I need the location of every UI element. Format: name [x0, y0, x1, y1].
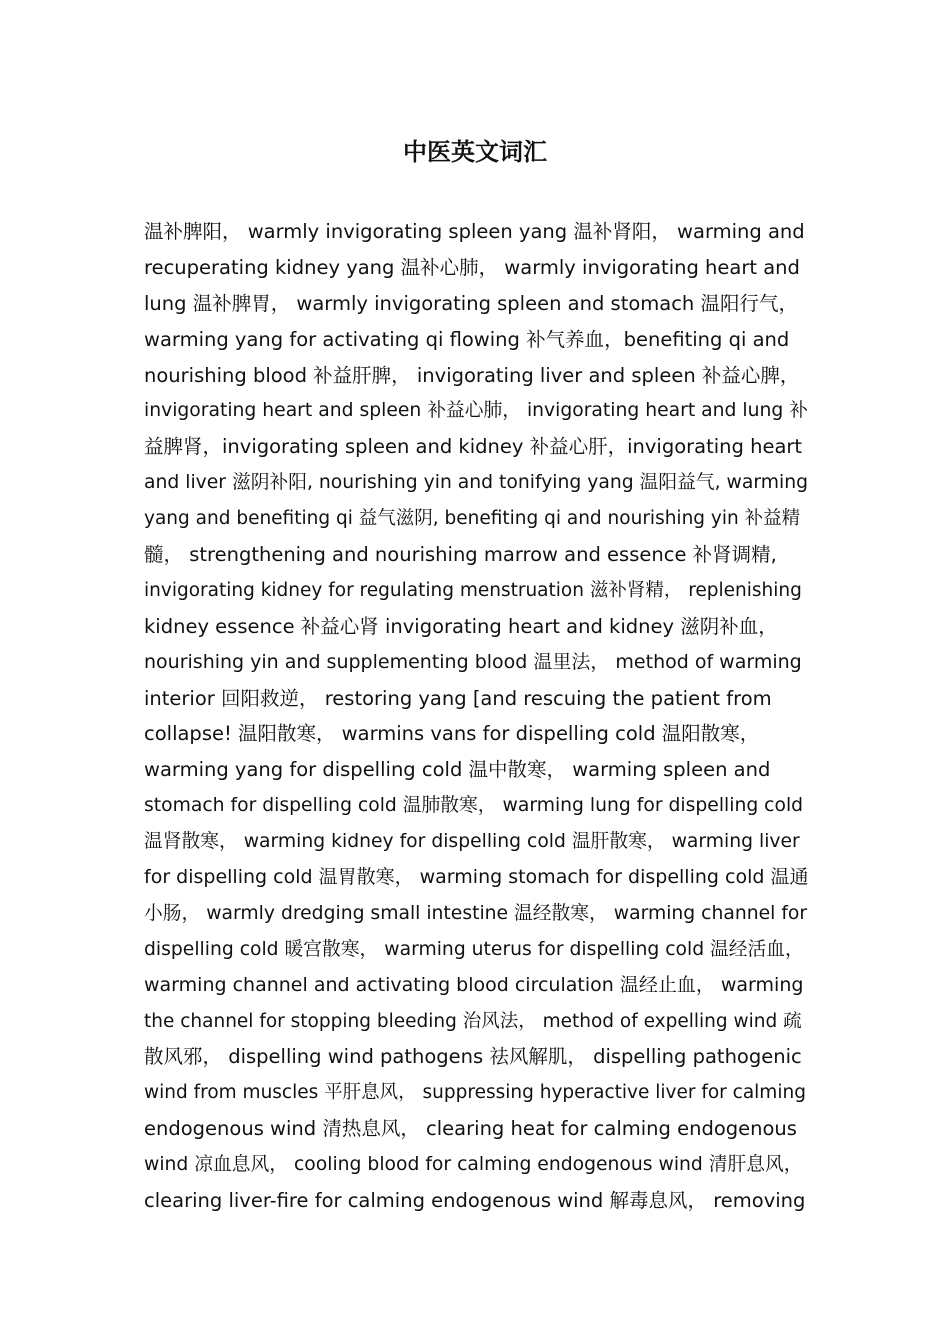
body-line: for dispelling cold 温胃散寒， warming stomach for dispelling cold 温通: [144, 866, 809, 889]
body-line: endogenous wind 清热息风， clearing heat for calming endogenous: [144, 1117, 797, 1141]
body-line: 散风邪， dispelling wind pathogens 祛风解肌， dispelling pathogenic: [144, 1045, 802, 1069]
body-line: lung 温补脾胃， warmly invigorating spleen and stomach 温阳行气，: [144, 291, 798, 315]
body-line: warming channel and activating blood circulation 温经止血， warming: [144, 973, 804, 996]
body-line: invigorating kidney for regulating menstruation 滋补肾精， replenishing: [144, 579, 802, 601]
body-line: 益脾肾，invigorating spleen and kidney 补益心肝，invigorating heart: [144, 435, 803, 459]
body-line: invigorating heart and spleen 补益心肺， invigorating heart and lung 补: [144, 400, 808, 422]
body-line: and liver 滋阴补阳, nourishing yin and tonifying yang 温阳益气, warming: [144, 472, 808, 494]
body-line: recuperating kidney yang 温补心肺， warmly invigorating heart and: [144, 255, 800, 279]
body-line: warming yang for dispelling cold 温中散寒， warming spleen and: [144, 758, 771, 782]
body-line: 温肾散寒， warming kidney for dispelling cold 温肝散寒， warming liver: [144, 831, 800, 853]
body-line: nourishing blood 补益肝脾， invigorating liver and spleen 补益心脾，: [144, 363, 800, 387]
body-line: interior 回阳救逆， restoring yang [and rescuing the patient from: [144, 686, 772, 710]
document-body: [144, 214, 808, 1219]
body-line: warming yang for activating qi flowing 补气养血，benefiting qi and: [144, 327, 790, 351]
body-line: collapse! 温阳散寒， warmins vans for dispelling cold 温阳散寒，: [144, 722, 760, 746]
body-line: wind from muscles 平肝息风， suppressing hyperactive liver for calming: [144, 1082, 806, 1104]
body-line: nourishing yin and supplementing blood 温里法， method of warming: [144, 650, 802, 673]
body-line: 温补脾阳， warmly invigorating spleen yang 温补肾阳， warming and: [144, 220, 805, 243]
body-line: the channel for stopping bleeding 治风法， method of expelling wind 疏: [144, 1010, 802, 1032]
body-line: 髓， strengthening and nourishing marrow and essence 补肾调精,: [144, 543, 777, 567]
body-line: stomach for dispelling cold 温肺散寒， warming lung for dispelling cold: [144, 795, 804, 817]
body-line: kidney essence 补益心肾 invigorating heart and kidney 滋阴补血，: [144, 614, 778, 638]
body-line: 小肠， warmly dredging small intestine 温经散寒， warming channel for: [144, 902, 808, 924]
body-line: clearing liver-fire for calming endogenous wind 解毒息风， removing: [144, 1189, 806, 1213]
body-line: dispelling cold 暖宫散寒， warming uterus for dispelling cold 温经活血，: [144, 938, 804, 960]
body-line: wind 凉血息风， cooling blood for calming endogenous wind 清肝息风，: [144, 1154, 803, 1176]
document-title: 中医英文词汇: [403, 137, 547, 166]
body-line: yang and benefiting qi 益气滋阴, benefiting qi and nourishing yin 补益精: [144, 508, 801, 530]
